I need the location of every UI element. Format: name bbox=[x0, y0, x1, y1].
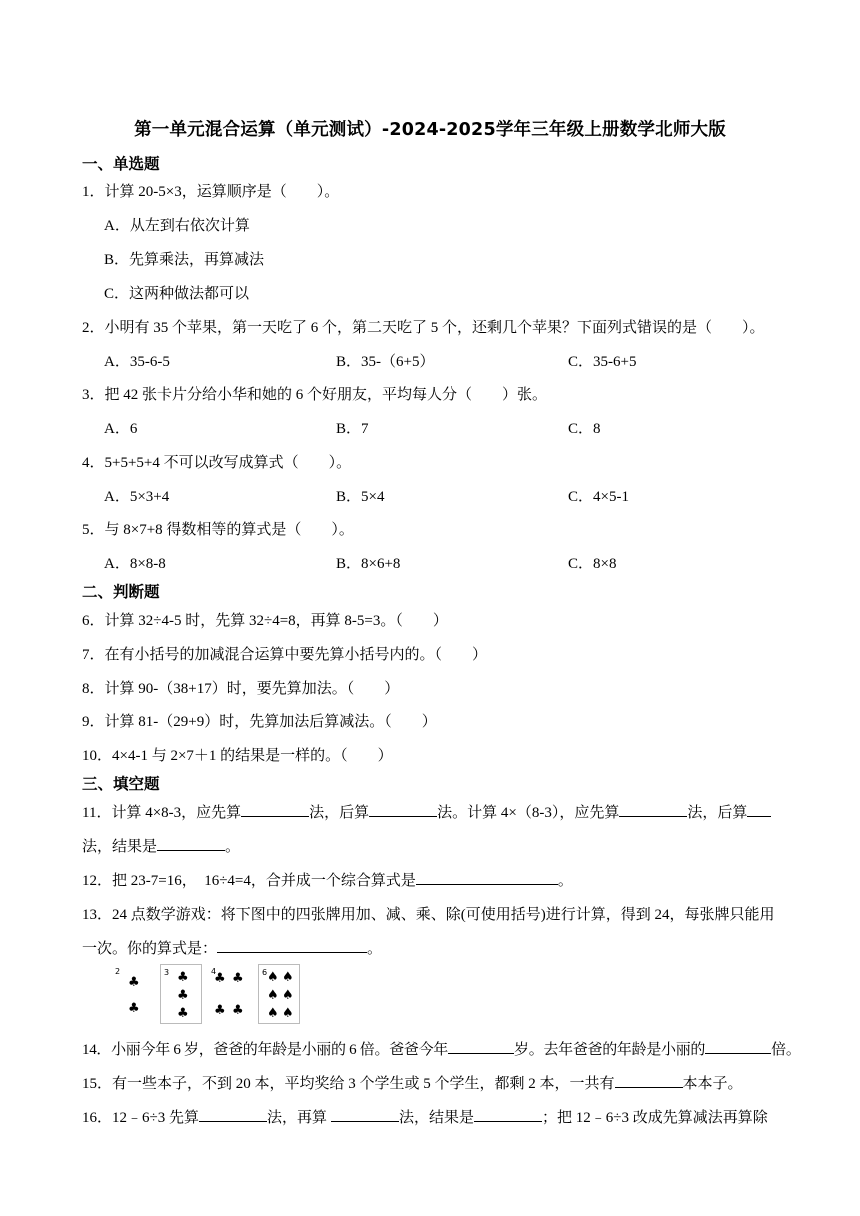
question-14-text: 倍。 bbox=[771, 1042, 801, 1058]
answer-blank[interactable] bbox=[416, 869, 558, 885]
question-1-option-b: B．先算乘法，再算减法 bbox=[104, 252, 265, 268]
answer-blank[interactable] bbox=[615, 1072, 683, 1088]
club-icon: ♣ bbox=[214, 1003, 226, 1018]
question-4-option-a: A．5×3+4 bbox=[104, 489, 170, 505]
question-11-text: 法，结果是 bbox=[82, 839, 158, 855]
question-5: 5．与 8×7+8 得数相等的算式是（ ）。 bbox=[82, 522, 354, 538]
question-11-line-1 bbox=[82, 801, 771, 822]
spade-icon: ♠ bbox=[267, 1006, 279, 1021]
club-icon: ♣ bbox=[214, 971, 226, 986]
question-16-text: 法，结果是 bbox=[399, 1110, 475, 1126]
card-rank: 4 bbox=[211, 967, 217, 976]
club-icon: ♣ bbox=[128, 1001, 140, 1016]
answer-blank[interactable] bbox=[705, 1038, 771, 1054]
spade-icon: ♠ bbox=[267, 988, 279, 1003]
club-icon: ♣ bbox=[232, 1003, 244, 1018]
question-4: 4．5+5+5+4 不可以改写成算式（ ）。 bbox=[82, 455, 352, 471]
answer-blank[interactable] bbox=[369, 801, 437, 817]
answer-blank[interactable] bbox=[747, 801, 771, 817]
question-5-option-a: A．8×8-8 bbox=[104, 556, 166, 572]
question-15-text: 15．有一些本子，不到 20 本，平均奖给 3 个学生或 5 个学生，都剩 2 本，一共有 bbox=[82, 1076, 615, 1092]
question-15 bbox=[82, 1072, 743, 1093]
playing-card bbox=[112, 964, 154, 1024]
section-heading-true-false: 二、判断题 bbox=[82, 583, 160, 601]
playing-card bbox=[208, 964, 250, 1024]
answer-blank[interactable] bbox=[331, 1106, 399, 1122]
spade-icon: ♠ bbox=[282, 1006, 294, 1021]
section-heading-single-choice: 一、单选题 bbox=[82, 155, 160, 173]
question-1-option-c: C．这两种做法都可以 bbox=[104, 286, 250, 302]
question-13-text: 一次。你的算式是： bbox=[82, 941, 218, 957]
question-2: 2．小明有 35 个苹果，第一天吃了 6 个，第二天吃了 5 个，还剩几个苹果？下面列式错误的是（ ）。 bbox=[82, 320, 765, 336]
question-2-option-a: A．35-6-5 bbox=[104, 354, 170, 370]
question-2-option-c: C．35-6+5 bbox=[568, 354, 637, 370]
club-icon: ♣ bbox=[232, 971, 244, 986]
question-4-option-c: C．4×5-1 bbox=[568, 489, 629, 505]
question-1: 1．计算 20-5×3，运算顺序是（ ）。 bbox=[82, 184, 340, 200]
question-3-option-b: B．7 bbox=[336, 421, 369, 437]
question-16 bbox=[82, 1106, 768, 1127]
spade-icon: ♠ bbox=[267, 970, 279, 985]
question-1-option-a: A．从左到右依次计算 bbox=[104, 218, 250, 234]
club-icon: ♣ bbox=[177, 970, 189, 985]
answer-blank[interactable] bbox=[217, 937, 367, 953]
question-9: 9．计算 81-（29+9）时，先算加法后算减法。（ ） bbox=[82, 714, 437, 730]
question-10: 10．4×4-1 与 2×7＋1 的结果是一样的。（ ） bbox=[82, 748, 393, 764]
question-11-text: 。 bbox=[225, 839, 241, 855]
club-icon: ♣ bbox=[128, 975, 140, 990]
question-12-text: 。 bbox=[557, 873, 573, 889]
question-6: 6．计算 32÷4-5 时，先算 32÷4=8，再算 8-5=3。（ ） bbox=[82, 613, 448, 629]
question-11-text: 11．计算 4×8-3，应先算 bbox=[82, 805, 242, 821]
answer-blank[interactable] bbox=[474, 1106, 542, 1122]
section-heading-fill-in: 三、填空题 bbox=[82, 775, 160, 793]
question-8: 8．计算 90-（38+17）时，要先算加法。（ ） bbox=[82, 681, 400, 697]
question-14 bbox=[82, 1038, 801, 1059]
question-13-text: 。 bbox=[367, 941, 383, 957]
page-title: 第一单元混合运算（单元测试）-2024-2025学年三年级上册数学北师大版 bbox=[134, 120, 726, 140]
question-14-text: 岁。去年爸爸的年龄是小丽的 bbox=[514, 1042, 706, 1058]
question-11-line-2 bbox=[82, 835, 240, 856]
playing-card bbox=[258, 964, 300, 1024]
answer-blank[interactable] bbox=[619, 801, 687, 817]
question-5-option-b: B．8×6+8 bbox=[336, 556, 401, 572]
question-14-text: 14．小丽今年 6 岁，爸爸的年龄是小丽的 6 倍。爸爸今年 bbox=[82, 1042, 449, 1058]
question-12-text: 12．把 23-7=16， 16÷4=4，合并成一个综合算式是 bbox=[82, 873, 416, 889]
question-5-option-c: C．8×8 bbox=[568, 556, 617, 572]
question-12 bbox=[82, 869, 573, 890]
question-11-text: 法，后算 bbox=[687, 805, 748, 821]
playing-card bbox=[160, 964, 202, 1024]
card-rank: 3 bbox=[164, 968, 170, 977]
card-rank: 6 bbox=[262, 968, 268, 977]
question-16-text: ；把 12﹣6÷3 改成先算减法再算除 bbox=[542, 1110, 768, 1126]
question-3-option-a: A．6 bbox=[104, 421, 138, 437]
club-icon: ♣ bbox=[177, 988, 189, 1003]
question-11-text: 法，后算 bbox=[309, 805, 370, 821]
answer-blank[interactable] bbox=[199, 1106, 267, 1122]
card-rank: 2 bbox=[115, 967, 121, 976]
playing-cards-figure bbox=[112, 964, 304, 1026]
answer-blank[interactable] bbox=[448, 1038, 514, 1054]
answer-blank[interactable] bbox=[157, 835, 225, 851]
question-2-option-b: B．35-（6+5） bbox=[336, 354, 435, 370]
question-3-option-c: C．8 bbox=[568, 421, 601, 437]
spade-icon: ♠ bbox=[282, 988, 294, 1003]
question-4-option-b: B．5×4 bbox=[336, 489, 385, 505]
question-11-text: 法。计算 4×（8-3），应先算 bbox=[437, 805, 620, 821]
question-13-line-2 bbox=[82, 937, 382, 958]
question-16-text: 法，再算 bbox=[266, 1110, 327, 1126]
club-icon: ♣ bbox=[177, 1006, 189, 1021]
answer-blank[interactable] bbox=[241, 801, 309, 817]
question-16-text: 16．12﹣6÷3 先算 bbox=[82, 1110, 199, 1126]
question-13-line-1: 13．24 点数学游戏：将下图中的四张牌用加、减、乘、除(可使用括号)进行计算，得到 24，每张牌只能用 bbox=[82, 907, 775, 923]
question-3: 3．把 42 张卡片分给小华和她的 6 个好朋友，平均每人分（ ）张。 bbox=[82, 387, 548, 403]
question-15-text: 本本子。 bbox=[682, 1076, 743, 1092]
spade-icon: ♠ bbox=[282, 970, 294, 985]
question-7: 7．在有小括号的加减混合运算中要先算小括号内的。（ ） bbox=[82, 647, 488, 663]
